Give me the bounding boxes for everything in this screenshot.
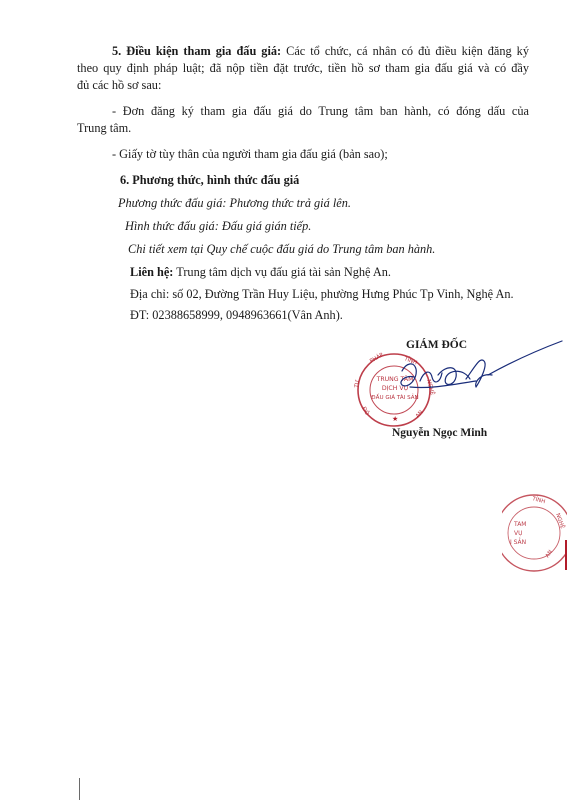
- section6-form: Hình thức đấu giá: Đấu giá gián tiếp.: [125, 219, 312, 233]
- section6-detail: Chi tiết xem tại Quy chế cuộc đấu giá do Trung tâm ban hành.: [128, 242, 436, 256]
- section6-method: Phương thức đấu giá: Phương thức trả giá lên.: [118, 196, 351, 210]
- section5-bullet1-line1: - Đơn đăng ký tham gia đấu giá do Trung tâm ban hành, có đóng dấu của: [112, 104, 529, 118]
- edge-stamp-bottom: AN: [544, 549, 555, 560]
- stamp-center-line2: DỊCH VỤ: [381, 385, 409, 392]
- section5-line3: đủ các hồ sơ sau:: [77, 78, 162, 92]
- contact-address: Địa chỉ: số 02, Đường Trần Huy Liệu, phường Hưng Phúc Tp Vinh, Nghệ An.: [130, 287, 514, 301]
- section6-heading: 6. Phương thức, hình thức đấu giá: [120, 173, 300, 187]
- stamp-center-line1: TRUNG TÂM: [376, 376, 414, 383]
- stamp-star-icon: ★: [392, 415, 399, 423]
- left-margin-mark: [79, 778, 80, 800]
- handwritten-signature: [380, 335, 565, 415]
- section5-line2: theo quy định pháp luật; đã nộp tiền đặt trước, tiền hồ sơ tham gia đấu giá và có đầy: [77, 61, 529, 75]
- contact-phone: ĐT: 02388658999, 0948963661(Vân Anh).: [130, 308, 343, 322]
- stamp-right-side: NGHỆ: [425, 378, 436, 396]
- contact-line: [130, 264, 391, 280]
- signatory-name: Nguyễn Ngọc Minh: [392, 427, 488, 439]
- stamp-center-line3: ĐẤU GIÁ TÀI SẢN: [371, 395, 419, 401]
- section5-line1-text: Các tổ chức, cá nhân có đủ điều kiện đăng ký: [281, 44, 529, 58]
- edge-stamp-top: TỈNH: [531, 496, 546, 506]
- stamp-top-right: TỈNH: [403, 356, 418, 367]
- section5-bullet1-line2: Trung tâm.: [77, 121, 132, 135]
- contact-org: Trung tâm dịch vụ đấu giá tài sản Nghệ An.: [173, 265, 391, 279]
- signature-title: GIÁM ĐỐC: [406, 339, 468, 351]
- edge-partial-stamp: [502, 488, 567, 583]
- edge-stamp-line1: TÂM: [514, 521, 527, 528]
- section5-line1: [112, 43, 529, 59]
- stamp-left-side: TƯ: [354, 379, 362, 389]
- stamp-top-left: PHÁP: [369, 352, 385, 365]
- edge-stamp-line2: VỤ: [514, 530, 523, 537]
- contact-label: Liên hệ:: [130, 265, 174, 279]
- section5-bullet2: - Giấy tờ tùy thân của người tham gia đấu giá (bản sao);: [112, 147, 388, 161]
- edge-stamp-line3: I SẢN: [510, 539, 527, 546]
- stamp-bottom-left: ĐÔ: [360, 406, 370, 417]
- section5-heading: 5. Điều kiện tham gia đấu giá:: [112, 44, 282, 58]
- stamp-bottom-right: AN: [414, 409, 425, 420]
- edge-stamp-right: NGHỆ: [554, 512, 566, 530]
